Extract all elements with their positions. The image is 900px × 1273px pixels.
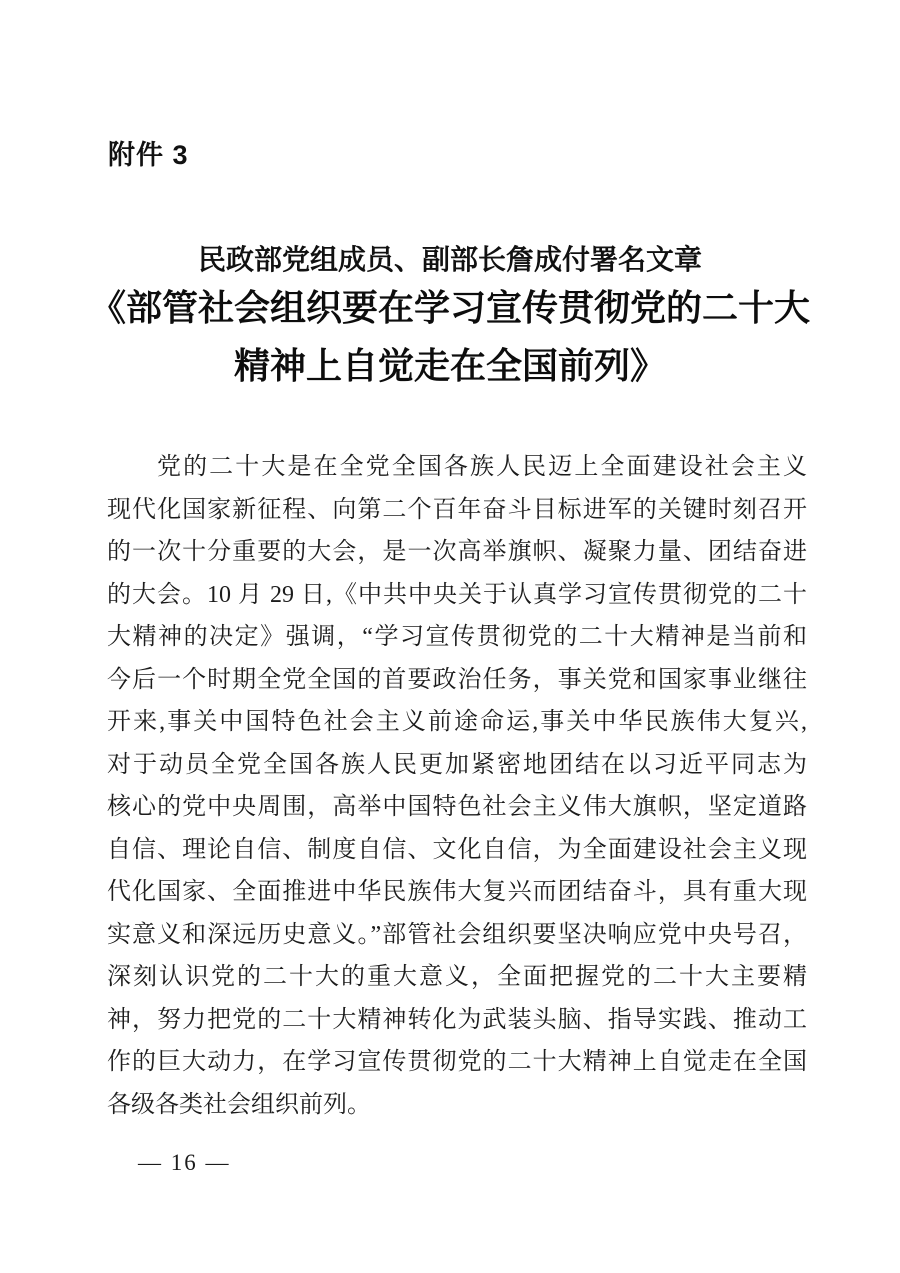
body-text-line: 实意义和深远历史意义。”部管社会组织要坚决响应党中央号召， <box>107 921 807 948</box>
body-text-line: 自信、理论自信、制度自信、文化自信，为全面建设社会主义现 <box>107 836 807 863</box>
body-text-line: 开来,事关中国特色社会主义前途命运,事关中华民族伟大复兴, <box>107 709 807 735</box>
body-text-line: 核心的党中央周围，高举中国特色社会主义伟大旗帜，坚定道路 <box>107 794 807 820</box>
attachment-label: 附件 3 <box>108 140 189 170</box>
article-title-line-2: 精神上自觉走在全国前列》 <box>233 346 666 386</box>
article-body <box>107 446 807 1126</box>
body-text-line: 现代化国家新征程、向第二个百年奋斗目标进军的关键时刻召开 <box>107 496 807 523</box>
body-text-line: 深刻认识党的二十大的重大意义，全面把握党的二十大主要精 <box>107 964 807 990</box>
body-text-line: 对于动员全党全国各族人民更加紧密地团结在以习近平同志为 <box>107 751 807 778</box>
page-number: — 16 — <box>138 1150 231 1175</box>
article-byline: 民政部党组成员、副部长詹成付署名文章 <box>197 244 702 275</box>
body-text-line: 作的巨大动力，在学习宣传贯彻党的二十大精神上自觉走在全国 <box>107 1049 807 1075</box>
body-text-line: 党的二十大是在全党全国各族人民迈上全面建设社会主义 <box>157 454 807 480</box>
body-text-line: 代化国家、全面推进中华民族伟大复兴而团结奋斗，具有重大现 <box>107 879 807 905</box>
body-text-line: 今后一个时期全党全国的首要政治任务，事关党和国家事业继往 <box>107 666 807 693</box>
body-text-line: 的大会。10 月 29 日,《中共中央关于认真学习宣传贯彻党的二十 <box>107 581 807 608</box>
body-text-line: 各级各类社会组织前列。 <box>107 1091 371 1118</box>
body-text-line: 的一次十分重要的大会，是一次高举旗帜、凝聚力量、团结奋进 <box>107 539 807 565</box>
article-title <box>0 279 900 395</box>
article-title-line-1: 《部管社会组织要在学习宣传贯彻党的二十大 <box>89 288 810 328</box>
body-text-line: 神，努力把党的二十大精神转化为武装头脑、指导实践、推动工 <box>107 1006 807 1033</box>
body-text-line: 大精神的决定》强调，“学习宣传贯彻党的二十大精神是当前和 <box>107 624 807 650</box>
